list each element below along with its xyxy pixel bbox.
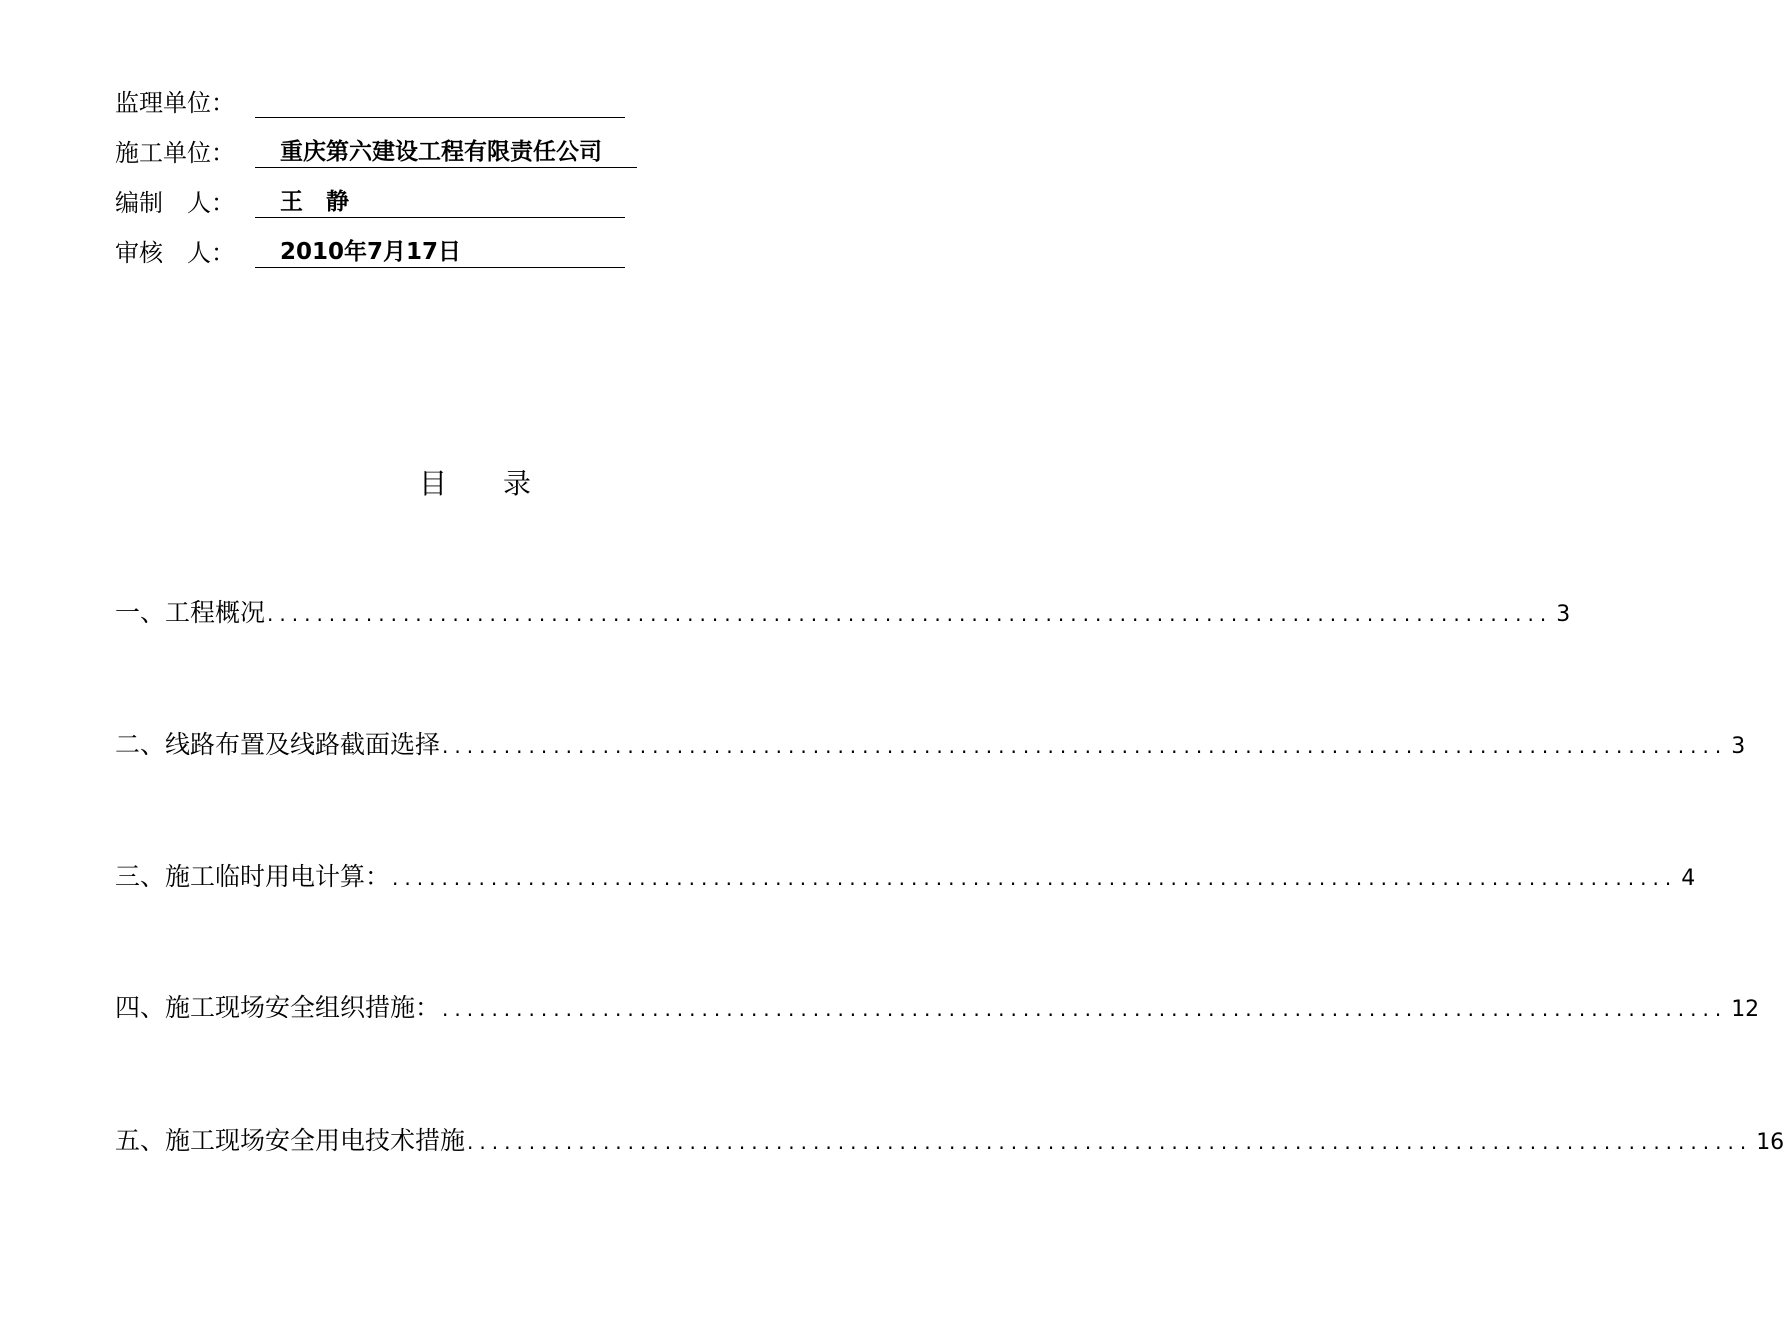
constructor-value: 重庆第六建设工程有限责任公司 <box>280 139 602 165</box>
reviewer-value: 2010年7月17日 <box>280 239 462 265</box>
toc-entry-text: 五、施工现场安全用电技术措施 <box>115 1126 466 1155</box>
compiler-value: 王 静 <box>280 189 349 215</box>
toc-leader-dots: ........................................................................................................ <box>442 734 1728 758</box>
toc-entry[interactable] <box>115 728 1746 764</box>
toc-entry-page: 3 <box>1556 602 1571 627</box>
toc-leader-dots: ........................................................................................................ <box>392 866 1678 890</box>
toc-entry[interactable] <box>115 1124 1784 1160</box>
reviewer-label: 审核 人： <box>115 239 235 267</box>
info-row-reviewer <box>115 228 625 268</box>
info-row-constructor <box>115 128 637 168</box>
toc-entry[interactable] <box>115 991 1760 1027</box>
toc-title: 目 录 <box>418 467 531 500</box>
compiler-label: 编制 人： <box>115 189 235 217</box>
toc-entry-page: 3 <box>1731 734 1746 759</box>
compiler-line <box>255 188 625 218</box>
info-row-supervisor <box>115 78 625 118</box>
toc-entry-page: 16 <box>1756 1130 1784 1155</box>
toc-entry-page: 12 <box>1731 997 1760 1022</box>
constructor-label: 施工单位： <box>115 139 235 167</box>
toc-entry-text: 二、线路布置及线路截面选择 <box>115 730 441 759</box>
toc-entry[interactable] <box>115 596 1571 632</box>
constructor-line <box>255 138 637 168</box>
toc-entry-text: 三、施工临时用电计算： <box>115 862 391 891</box>
toc-entry-text: 一、工程概况 <box>115 598 266 627</box>
toc-entry[interactable] <box>115 860 1696 896</box>
toc-leader-dots: ........................................................................................................ <box>467 1130 1753 1154</box>
supervisor-label: 监理单位： <box>115 89 235 117</box>
reviewer-line <box>255 238 625 268</box>
info-row-compiler <box>115 178 625 218</box>
toc-entry-text: 四、施工现场安全组织措施： <box>115 993 441 1022</box>
supervisor-line <box>255 88 625 118</box>
toc-entry-page: 4 <box>1681 866 1696 891</box>
toc-leader-dots: ........................................................................................................ <box>267 602 1553 626</box>
toc-leader-dots: ........................................................................................................ <box>442 997 1728 1021</box>
